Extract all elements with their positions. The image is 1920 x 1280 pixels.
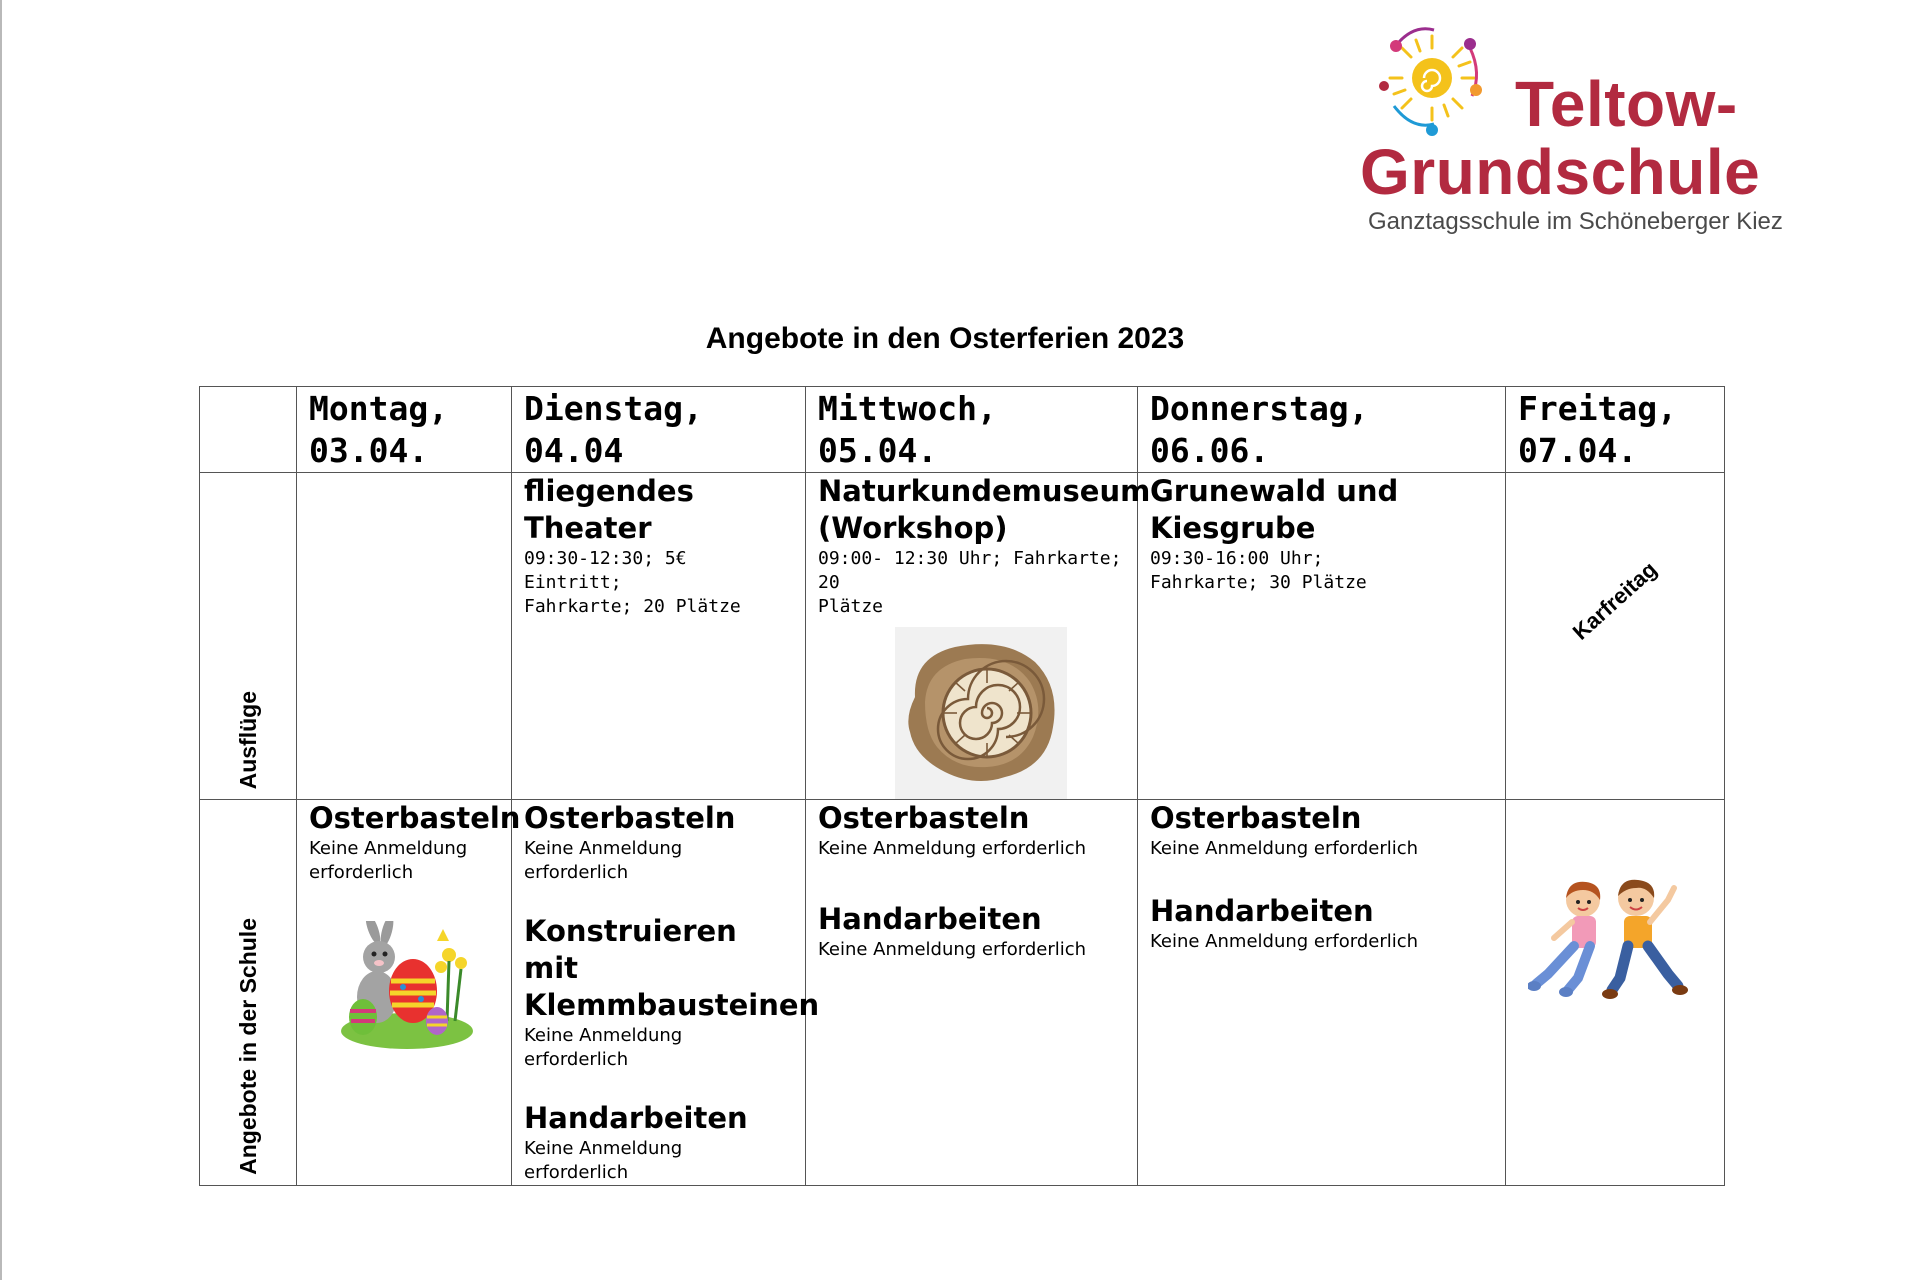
- school-tuesday-item3-title: Handarbeiten: [524, 1101, 748, 1135]
- header-wednesday-label: Mittwoch, 05.04.: [818, 389, 997, 470]
- excursion-thursday-note-line1: 09:30-16:00 Uhr;: [1150, 548, 1324, 569]
- school-tuesday-item2-title-line1: Konstruieren mit: [524, 914, 737, 985]
- excursion-wednesday-note-line2: Plätze: [818, 596, 884, 617]
- excursion-wednesday-title-line2: (Workshop): [818, 511, 1008, 545]
- school-tuesday-cell: [512, 800, 820, 1186]
- school-row-label: Angebote in der Schule: [234, 918, 261, 1175]
- sun-people-icon: [1372, 18, 1492, 138]
- school-friday-cell: [1506, 800, 1725, 1186]
- header-tuesday: [512, 387, 806, 473]
- header-corner-cell: [200, 387, 297, 473]
- school-tuesday-item2-title-line2: Klemmbausteinen: [524, 988, 820, 1022]
- school-monday-note-line2: erforderlich: [309, 862, 414, 883]
- excursions-row: [200, 473, 1725, 800]
- school-logo: [1360, 18, 1783, 248]
- school-tuesday-item1-note-line1: Keine Anmeldung: [524, 838, 683, 859]
- schedule-table: [199, 386, 1725, 1186]
- school-name-line1: Teltow-: [1515, 68, 1738, 140]
- header-thursday: [1138, 387, 1506, 473]
- excursion-tuesday-cell: [512, 473, 806, 800]
- header-friday-line1: Freitag,: [1518, 389, 1677, 428]
- excursions-label-cell: [200, 473, 297, 800]
- document-title: Angebote in den Osterferien 2023: [705, 322, 1185, 355]
- school-tuesday-item3-note-line1: Keine Anmeldung: [524, 1138, 683, 1159]
- header-monday-line2: 03.04.: [309, 431, 429, 470]
- excursion-tuesday-title-line1: fliegendes: [524, 474, 694, 508]
- ammonite-fossil-icon: [895, 627, 1067, 799]
- excursion-tuesday-note-line1: 09:30-12:30; 5€ Eintritt;: [524, 548, 687, 593]
- school-tagline: Ganztagsschule im Schöneberger Kiez: [1368, 208, 1783, 235]
- school-monday-cell: [297, 800, 521, 1186]
- good-friday-label: Karfreitag: [1567, 556, 1662, 645]
- header-friday: [1506, 387, 1725, 473]
- header-wednesday: [806, 387, 1138, 473]
- easter-bunny-icon: [337, 921, 477, 1051]
- excursion-thursday-cell: [1138, 473, 1506, 800]
- school-wednesday-item2-note: Keine Anmeldung erforderlich: [818, 939, 1087, 960]
- school-monday-title: Osterbasteln: [309, 801, 521, 835]
- school-tuesday-item2-note-line2: erforderlich: [524, 1049, 629, 1070]
- school-wednesday-item2-title: Handarbeiten: [818, 902, 1042, 936]
- school-thursday-item1-title: Osterbasteln: [1150, 801, 1362, 835]
- school-wednesday-item1-note: Keine Anmeldung erforderlich: [818, 838, 1087, 859]
- excursion-thursday-note-line2: Fahrkarte; 30 Plätze: [1150, 572, 1367, 593]
- school-label-cell: [200, 800, 297, 1186]
- header-monday: [297, 387, 512, 473]
- excursion-thursday-title-line2: Kiesgrube: [1150, 511, 1316, 545]
- header-friday-line2: 07.04.: [1518, 431, 1638, 470]
- school-monday-note-line1: Keine Anmeldung: [309, 838, 468, 859]
- excursions-row-label: Ausflüge: [234, 690, 261, 789]
- excursion-tuesday-note-line2: Fahrkarte; 20 Plätze: [524, 596, 741, 617]
- page-edge: [0, 0, 2, 1280]
- header-row: [200, 387, 1725, 473]
- excursion-wednesday-note-line1: 09:00- 12:30 Uhr; Fahrkarte; 20: [818, 548, 1122, 593]
- school-thursday-item2-note: Keine Anmeldung erforderlich: [1150, 931, 1419, 952]
- school-wednesday-cell: [806, 800, 1138, 1186]
- school-thursday-item1-note: Keine Anmeldung erforderlich: [1150, 838, 1419, 859]
- school-name-line2: Grundschule: [1360, 136, 1761, 208]
- school-thursday-item2-title: Handarbeiten: [1150, 894, 1374, 928]
- school-tuesday-item3-note-line2: erforderlich: [524, 1162, 629, 1183]
- header-tuesday-label: Dienstag, 04.04: [524, 389, 703, 470]
- header-monday-line1: Montag,: [309, 389, 449, 428]
- school-tuesday-item2-note-line1: Keine Anmeldung: [524, 1025, 683, 1046]
- children-sitting-icon: [1528, 878, 1698, 1008]
- excursion-monday-cell: [297, 473, 512, 800]
- excursion-friday-cell: [1506, 473, 1725, 800]
- school-thursday-cell: [1138, 800, 1506, 1186]
- excursion-tuesday-title-line2: Theater: [524, 511, 652, 545]
- school-tuesday-item1-note-line2: erforderlich: [524, 862, 629, 883]
- excursion-thursday-title-line1: Grunewald und: [1150, 474, 1399, 508]
- excursion-wednesday-cell: [806, 473, 1151, 800]
- school-tuesday-item1-title: Osterbasteln: [524, 801, 736, 835]
- school-row: [200, 800, 1725, 1186]
- school-wednesday-item1-title: Osterbasteln: [818, 801, 1030, 835]
- header-thursday-label: Donnerstag, 06.06.: [1150, 389, 1369, 470]
- excursion-wednesday-title-line1: Naturkundemuseum: [818, 474, 1151, 508]
